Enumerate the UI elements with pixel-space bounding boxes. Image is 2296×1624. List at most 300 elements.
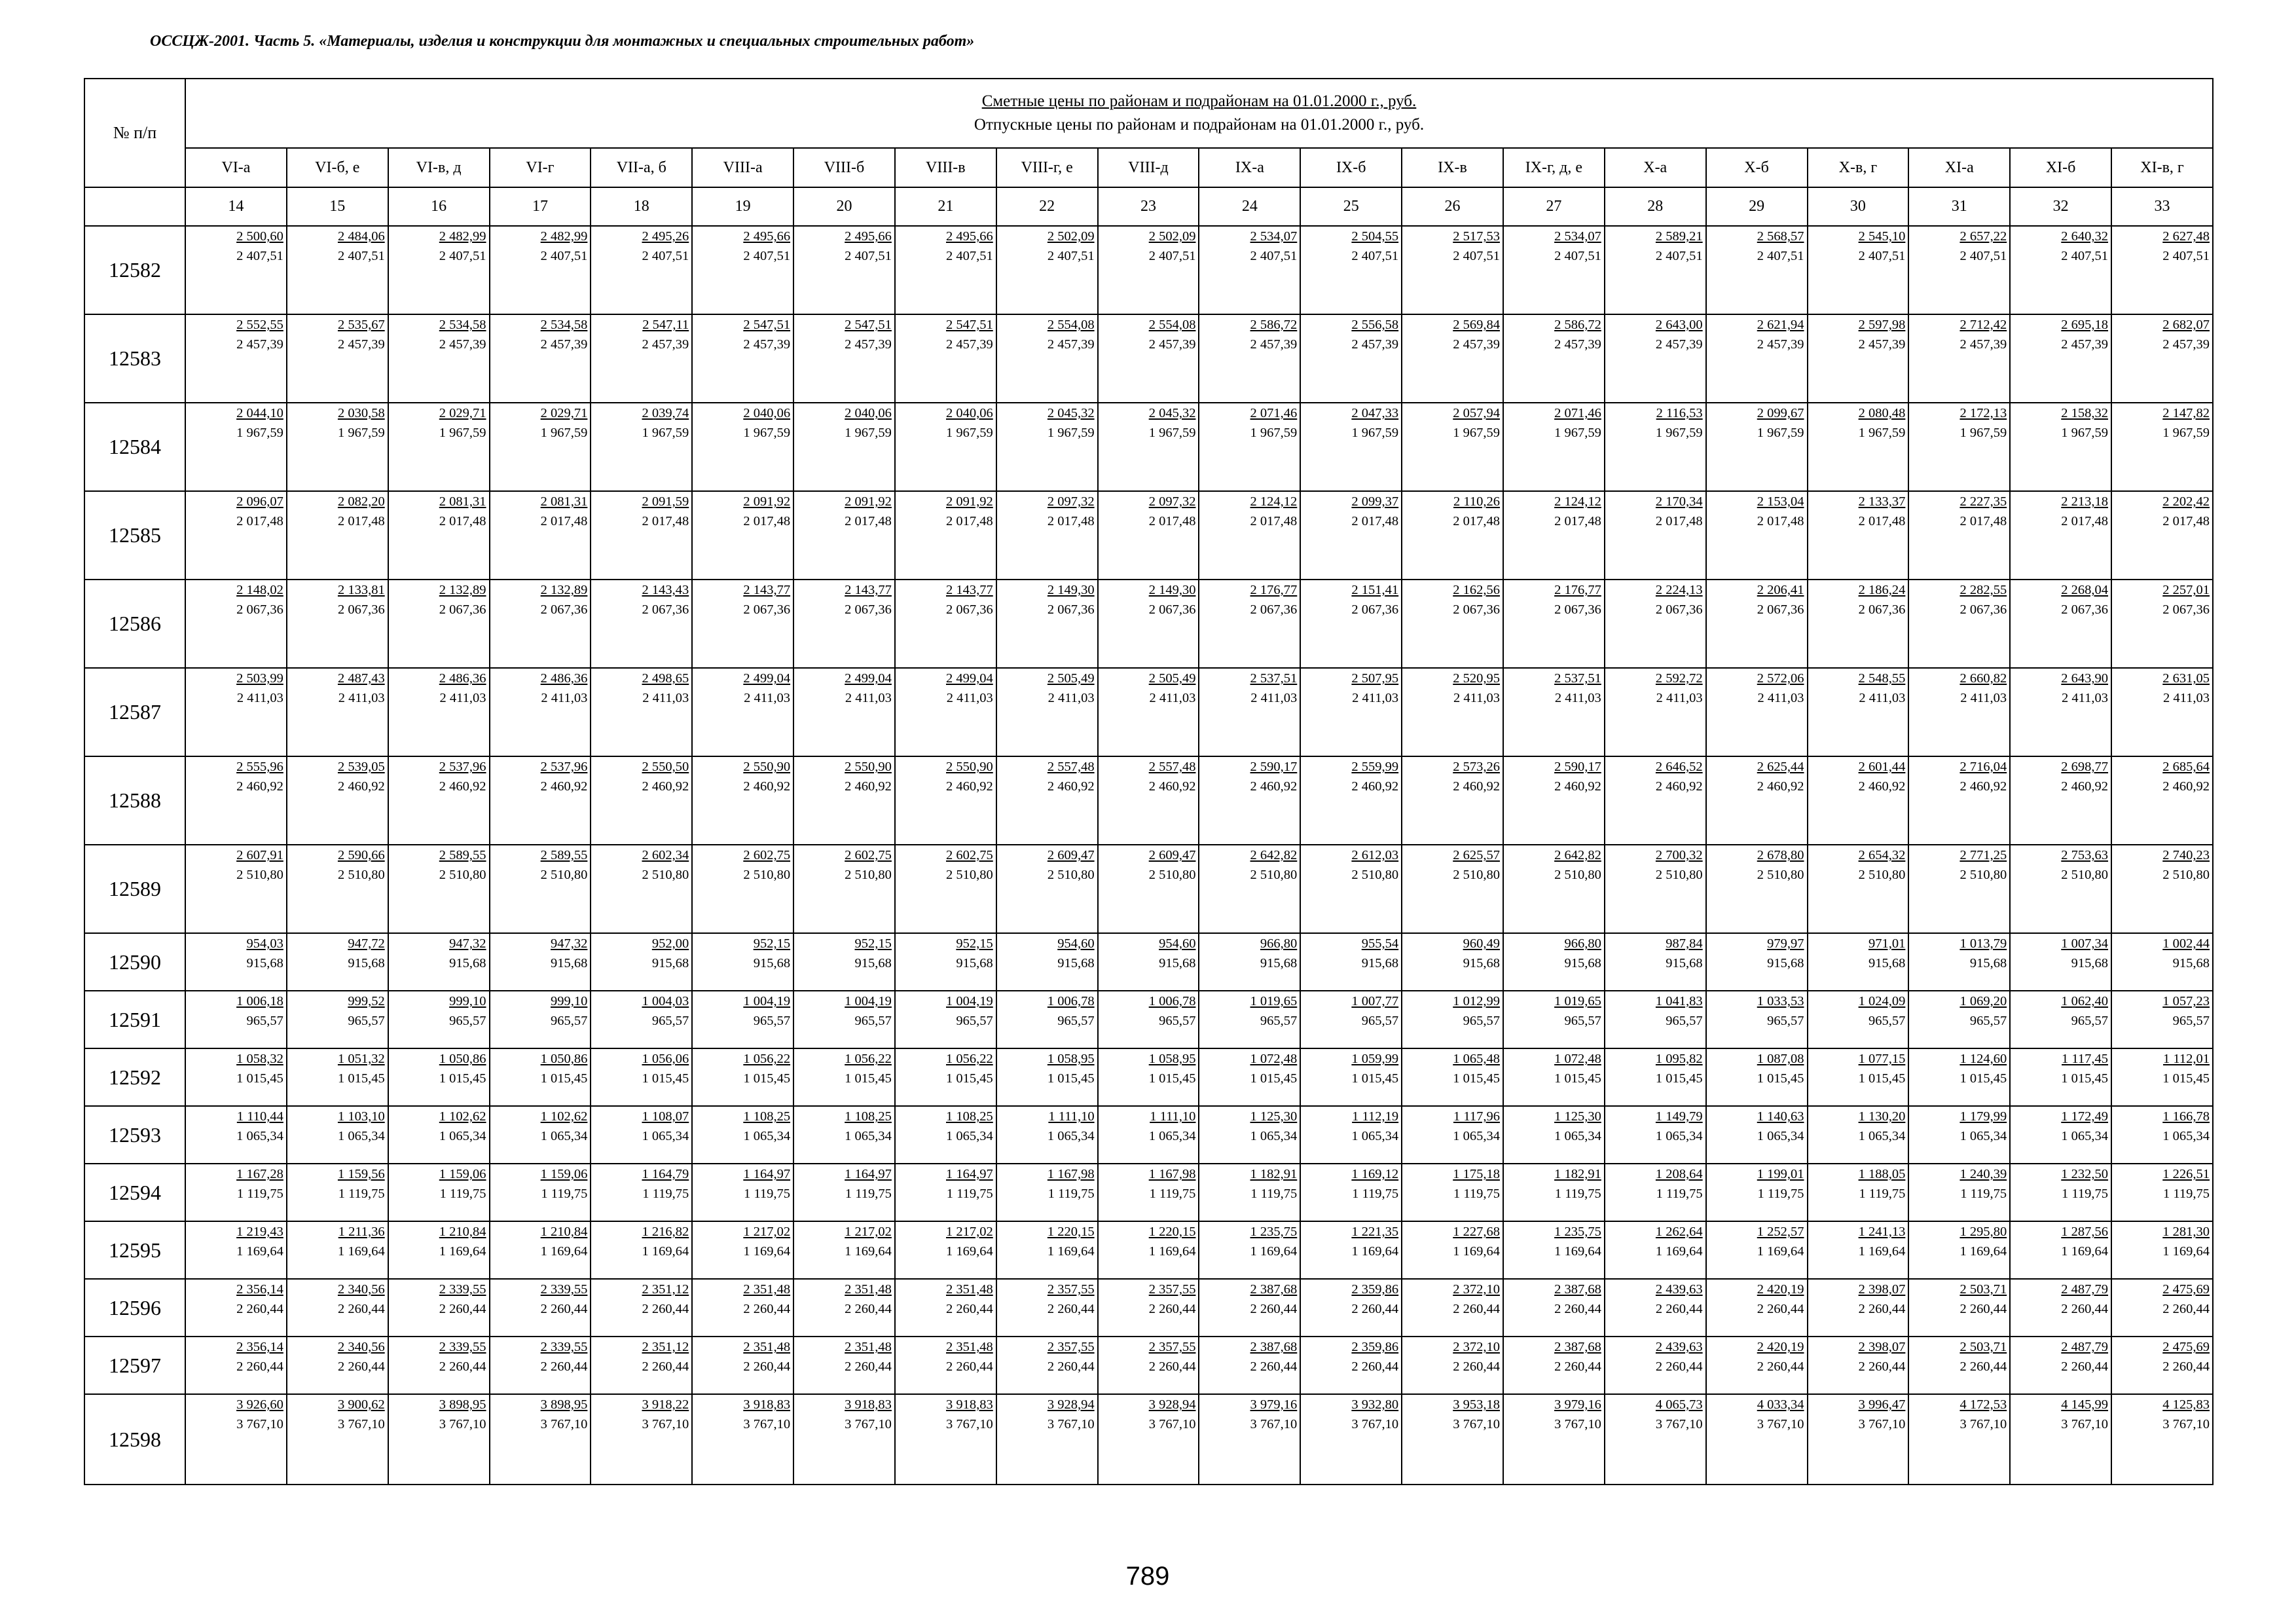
region-header: X-б	[1706, 148, 1808, 187]
price-cell	[490, 226, 591, 314]
release-price: 1 119,75	[1960, 1187, 2007, 1201]
release-price: 1 169,64	[1757, 1244, 1804, 1259]
price-cell	[1605, 756, 1706, 845]
estimate-price: 2 439,63	[1655, 1340, 1703, 1354]
row-number: 12588	[84, 756, 185, 845]
estimate-price: 2 040,06	[845, 406, 892, 420]
release-price: 1 065,34	[1757, 1129, 1804, 1143]
release-price: 2 260,44	[1554, 1359, 1601, 1374]
region-header-row	[84, 148, 2213, 187]
release-price: 2 457,39	[1148, 337, 1196, 352]
estimate-price: 3 898,95	[540, 1397, 588, 1412]
column-number-blank	[84, 187, 185, 226]
price-cell	[692, 1164, 793, 1221]
price-cell	[388, 991, 490, 1048]
price-cell	[1503, 1279, 1605, 1337]
price-cell	[490, 403, 591, 491]
release-price: 3 767,10	[337, 1417, 385, 1431]
price-cell	[1300, 1221, 1402, 1279]
price-cell	[1908, 1048, 2010, 1106]
estimate-price: 2 487,79	[2061, 1282, 2109, 1297]
estimate-price: 1 095,82	[1655, 1052, 1703, 1066]
column-number: 20	[793, 187, 895, 226]
price-cell	[1098, 314, 1199, 403]
price-cell	[996, 1221, 1098, 1279]
estimate-price: 2 487,79	[2061, 1340, 2109, 1354]
price-cell	[388, 1106, 490, 1164]
release-price: 2 510,80	[1148, 868, 1196, 882]
price-cell	[793, 314, 895, 403]
estimate-price: 2 547,51	[946, 318, 993, 332]
price-cell	[1908, 1164, 2010, 1221]
estimate-price: 2 482,99	[439, 229, 486, 244]
estimate-price: 2 771,25	[1959, 848, 2007, 862]
estimate-price: 2 499,04	[946, 671, 993, 686]
estimate-price: 2 387,68	[1250, 1340, 1298, 1354]
price-cell	[388, 1164, 490, 1221]
estimate-price: 1 232,50	[2061, 1167, 2109, 1181]
price-cell	[1098, 1394, 1199, 1485]
release-price: 2 510,80	[1858, 868, 1906, 882]
release-price: 2 017,48	[439, 514, 486, 528]
release-price: 915,68	[1868, 956, 1906, 970]
price-cell	[692, 226, 793, 314]
estimate-price: 1 217,02	[946, 1225, 993, 1239]
price-cell	[591, 314, 692, 403]
region-header: VI-б, е	[287, 148, 388, 187]
release-price: 915,68	[1159, 956, 1196, 970]
column-number: 16	[388, 187, 490, 226]
release-price: 2 460,92	[236, 779, 283, 794]
price-cell	[1402, 1106, 1503, 1164]
price-cell	[2111, 991, 2213, 1048]
price-cell	[1098, 756, 1199, 845]
estimate-price: 2 534,58	[439, 318, 486, 332]
estimate-price: 954,03	[246, 936, 283, 951]
price-cell	[2010, 1337, 2111, 1394]
estimate-price: 2 091,92	[946, 494, 993, 509]
estimate-price: 1 033,53	[1757, 994, 1804, 1008]
release-price: 965,57	[854, 1014, 892, 1028]
price-cell	[591, 403, 692, 491]
estimate-price: 1 281,30	[2162, 1225, 2210, 1239]
price-cell	[490, 845, 591, 933]
release-price: 915,68	[854, 956, 892, 970]
release-price: 2 510,80	[642, 868, 689, 882]
release-price: 2 460,92	[2061, 779, 2109, 794]
estimate-price: 955,54	[1361, 936, 1399, 951]
release-price: 2 411,03	[541, 691, 588, 705]
region-header: VIII-д	[1098, 148, 1199, 187]
price-cell	[1199, 1279, 1300, 1337]
estimate-price: 2 486,36	[540, 671, 588, 686]
release-price: 2 067,36	[1959, 602, 2007, 617]
price-cell	[1706, 1221, 1808, 1279]
price-cell	[2010, 403, 2111, 491]
estimate-price: 1 240,39	[1959, 1167, 2007, 1181]
price-cell	[2111, 1164, 2213, 1221]
price-cell	[793, 1221, 895, 1279]
price-cell	[692, 1394, 793, 1485]
estimate-price: 1 111,10	[1048, 1109, 1095, 1124]
estimate-price: 2 153,04	[1757, 494, 1804, 509]
release-price: 2 017,48	[946, 514, 993, 528]
price-cell	[1199, 845, 1300, 933]
release-price: 2 457,39	[642, 337, 689, 352]
release-price: 2 460,92	[1959, 779, 2007, 794]
estimate-price: 2 537,51	[1250, 671, 1298, 686]
row-number: 12589	[84, 845, 185, 933]
release-price: 2 457,39	[1858, 337, 1906, 352]
estimate-price: 2 700,32	[1655, 848, 1703, 862]
price-cell	[692, 845, 793, 933]
release-price: 1 967,59	[642, 426, 689, 440]
release-price: 2 457,39	[1351, 337, 1399, 352]
price-cell	[2111, 845, 2213, 933]
release-price: 2 260,44	[1959, 1302, 2007, 1316]
release-price: 915,68	[753, 956, 791, 970]
row-number: 12582	[84, 226, 185, 314]
release-price: 1 015,45	[1351, 1071, 1399, 1086]
estimate-price: 2 660,82	[1959, 671, 2007, 686]
estimate-price: 3 918,22	[642, 1397, 689, 1412]
estimate-price: 1 007,77	[1351, 994, 1399, 1008]
estimate-price: 1 167,28	[236, 1167, 283, 1181]
estimate-price: 2 143,77	[743, 583, 791, 597]
estimate-price: 1 050,86	[439, 1052, 486, 1066]
price-cell	[1300, 314, 1402, 403]
estimate-price: 1 110,44	[236, 1109, 283, 1124]
release-price: 2 017,48	[1554, 514, 1601, 528]
release-price: 2 260,44	[2061, 1302, 2109, 1316]
estimate-price: 1 235,75	[1250, 1225, 1298, 1239]
estimate-price: 2 227,35	[1959, 494, 2007, 509]
price-cell	[1300, 991, 1402, 1048]
estimate-price: 1 175,18	[1453, 1167, 1500, 1181]
release-price: 1 169,64	[1858, 1244, 1906, 1259]
estimate-price: 2 559,99	[1351, 760, 1399, 774]
estimate-price: 2 597,98	[1858, 318, 1906, 332]
column-number: 21	[895, 187, 996, 226]
estimate-price: 947,32	[449, 936, 486, 951]
estimate-price: 1 210,84	[540, 1225, 588, 1239]
release-price: 2 017,48	[1655, 514, 1703, 528]
price-cell	[996, 1394, 1098, 1485]
release-price: 2 260,44	[337, 1359, 385, 1374]
release-price: 1 169,64	[1047, 1244, 1095, 1259]
price-cell	[490, 1106, 591, 1164]
estimate-price: 1 065,48	[1453, 1052, 1500, 1066]
estimate-price: 2 143,77	[946, 583, 993, 597]
estimate-price: 2 547,51	[845, 318, 892, 332]
estimate-price: 2 387,68	[1250, 1282, 1298, 1297]
price-cell	[1503, 1106, 1605, 1164]
estimate-price: 2 475,69	[2162, 1340, 2210, 1354]
release-price: 1 169,64	[1148, 1244, 1196, 1259]
release-price: 2 407,51	[642, 249, 689, 263]
estimate-price: 1 041,83	[1655, 994, 1703, 1008]
price-cell	[185, 1048, 287, 1106]
price-cell	[185, 1337, 287, 1394]
price-cell	[1402, 991, 1503, 1048]
price-cell	[692, 991, 793, 1048]
release-price: 2 067,36	[946, 602, 993, 617]
estimate-price: 1 058,32	[236, 1052, 283, 1066]
release-price: 1 015,45	[743, 1071, 791, 1086]
release-price: 2 460,92	[2162, 779, 2210, 794]
release-price: 1 119,75	[338, 1187, 385, 1201]
price-cell	[1199, 491, 1300, 580]
release-price: 965,57	[551, 1014, 588, 1028]
price-cell	[185, 403, 287, 491]
price-cell	[1098, 403, 1199, 491]
estimate-price: 2 550,90	[845, 760, 892, 774]
price-cell	[2010, 1279, 2111, 1337]
release-price: 2 411,03	[1048, 691, 1095, 705]
column-number: 33	[2111, 187, 2213, 226]
price-cell	[490, 668, 591, 756]
row-number: 12591	[84, 991, 185, 1048]
estimate-price: 1 217,02	[743, 1225, 791, 1239]
estimate-price: 1 241,13	[1858, 1225, 1906, 1239]
release-price: 1 967,59	[1047, 426, 1095, 440]
estimate-price: 4 033,34	[1757, 1397, 1804, 1412]
price-cell	[2111, 668, 2213, 756]
estimate-price: 1 056,22	[946, 1052, 993, 1066]
release-price: 2 260,44	[1858, 1302, 1906, 1316]
price-cell	[591, 1337, 692, 1394]
row-number: 12598	[84, 1394, 185, 1485]
release-price: 1 015,45	[236, 1071, 283, 1086]
price-cell	[591, 1394, 692, 1485]
price-cell	[1300, 1394, 1402, 1485]
estimate-price: 2 507,95	[1351, 671, 1399, 686]
price-cell	[2010, 1164, 2111, 1221]
price-cell	[996, 1164, 1098, 1221]
price-cell	[287, 991, 388, 1048]
price-cell	[1908, 991, 2010, 1048]
release-price: 1 015,45	[1047, 1071, 1095, 1086]
price-cell	[1098, 1279, 1199, 1337]
release-price: 965,57	[1361, 1014, 1399, 1028]
estimate-price: 2 695,18	[2061, 318, 2109, 332]
price-cell	[2111, 491, 2213, 580]
price-cell	[793, 226, 895, 314]
release-price: 2 411,03	[1250, 691, 1298, 705]
estimate-price: 2 357,55	[1148, 1282, 1196, 1297]
estimate-price: 2 357,55	[1148, 1340, 1196, 1354]
release-price: 2 457,39	[1959, 337, 2007, 352]
release-price: 2 457,39	[1250, 337, 1298, 352]
release-price: 1 015,45	[1148, 1071, 1196, 1086]
estimate-price: 2 678,80	[1757, 848, 1804, 862]
estimate-price: 2 517,53	[1453, 229, 1500, 244]
price-cell	[793, 756, 895, 845]
estimate-price: 2 359,86	[1351, 1340, 1399, 1354]
estimate-price: 2 602,75	[743, 848, 791, 862]
release-price: 2 407,51	[236, 249, 283, 263]
estimate-price: 3 928,94	[1148, 1397, 1196, 1412]
release-price: 2 260,44	[1655, 1359, 1703, 1374]
estimate-price: 2 186,24	[1858, 583, 1906, 597]
estimate-price: 1 058,95	[1047, 1052, 1095, 1066]
estimate-price: 1 117,96	[1453, 1109, 1500, 1124]
release-price: 2 067,36	[642, 602, 689, 617]
estimate-price: 2 642,82	[1250, 848, 1298, 862]
estimate-price: 2 482,99	[540, 229, 588, 244]
estimate-price: 1 149,79	[1655, 1109, 1703, 1124]
release-price: 2 411,03	[1757, 691, 1804, 705]
release-price: 2 260,44	[845, 1359, 892, 1374]
estimate-price: 1 210,84	[439, 1225, 486, 1239]
price-cell	[1808, 1394, 1909, 1485]
price-cell	[1199, 933, 1300, 991]
row-number: 12594	[84, 1164, 185, 1221]
column-number: 14	[185, 187, 287, 226]
release-price: 1 967,59	[1655, 426, 1703, 440]
release-price: 2 017,48	[1148, 514, 1196, 528]
estimate-price: 2 097,32	[1148, 494, 1196, 509]
release-price: 2 260,44	[642, 1302, 689, 1316]
release-price: 1 065,34	[1858, 1129, 1906, 1143]
table-row	[84, 580, 2213, 668]
price-cell	[1300, 668, 1402, 756]
release-price: 2 017,48	[540, 514, 588, 528]
price-cell	[490, 933, 591, 991]
price-cell	[1300, 756, 1402, 845]
price-cell	[1605, 1106, 1706, 1164]
estimate-price: 2 642,82	[1554, 848, 1601, 862]
estimate-price: 2 573,26	[1453, 760, 1500, 774]
estimate-price: 1 058,95	[1148, 1052, 1196, 1066]
release-price: 2 260,44	[743, 1302, 791, 1316]
column-number: 30	[1808, 187, 1909, 226]
estimate-price: 966,80	[1564, 936, 1601, 951]
release-price: 965,57	[1463, 1014, 1500, 1028]
estimate-price: 947,72	[348, 936, 385, 951]
region-header: XI-а	[1908, 148, 2010, 187]
region-header: XI-в, г	[2111, 148, 2213, 187]
estimate-price: 2 091,59	[642, 494, 689, 509]
price-cell	[2111, 580, 2213, 668]
estimate-price: 3 918,83	[845, 1397, 892, 1412]
release-price: 2 457,39	[1655, 337, 1703, 352]
release-price: 2 411,03	[1352, 691, 1399, 705]
release-price: 915,68	[651, 956, 689, 970]
release-price: 3 767,10	[1757, 1417, 1804, 1431]
price-cell	[2111, 1221, 2213, 1279]
release-price: 1 967,59	[2061, 426, 2109, 440]
estimate-price: 3 926,60	[236, 1397, 283, 1412]
estimate-price: 2 753,63	[2061, 848, 2109, 862]
column-number: 27	[1503, 187, 1605, 226]
release-price: 1 119,75	[1859, 1187, 1906, 1201]
price-cell	[2010, 580, 2111, 668]
release-price: 2 411,03	[1859, 691, 1906, 705]
estimate-price: 1 226,51	[2162, 1167, 2210, 1181]
price-cell	[185, 1164, 287, 1221]
release-price: 1 015,45	[642, 1071, 689, 1086]
release-price: 2 457,39	[1047, 337, 1095, 352]
release-price: 2 510,80	[1250, 868, 1298, 882]
estimate-price: 1 004,03	[642, 994, 689, 1008]
price-cell	[1098, 491, 1199, 580]
release-price: 2 260,44	[236, 1302, 283, 1316]
estimate-price: 2 547,11	[642, 318, 689, 332]
price-cell	[692, 933, 793, 991]
estimate-price: 1 164,97	[743, 1167, 791, 1181]
release-price: 3 767,10	[642, 1417, 689, 1431]
estimate-price: 2 503,71	[1959, 1340, 2007, 1354]
release-price: 1 015,45	[845, 1071, 892, 1086]
release-price: 1 015,45	[337, 1071, 385, 1086]
release-price: 1 015,45	[540, 1071, 588, 1086]
release-price: 2 260,44	[337, 1302, 385, 1316]
release-price: 3 767,10	[1858, 1417, 1906, 1431]
price-cell	[895, 668, 996, 756]
price-cell	[490, 314, 591, 403]
release-price: 915,68	[1564, 956, 1601, 970]
price-cell	[996, 1048, 1098, 1106]
price-cell	[996, 1337, 1098, 1394]
price-cell	[185, 991, 287, 1048]
price-cell	[996, 756, 1098, 845]
release-price: 2 260,44	[236, 1359, 283, 1374]
estimate-price: 1 050,86	[540, 1052, 588, 1066]
estimate-price: 1 159,06	[439, 1167, 486, 1181]
release-price: 2 411,03	[845, 691, 892, 705]
price-cell	[996, 1106, 1098, 1164]
price-cell	[1300, 1279, 1402, 1337]
release-price: 1 169,64	[1959, 1244, 2007, 1259]
estimate-price: 2 096,07	[236, 494, 283, 509]
price-cell	[1908, 314, 2010, 403]
row-number: 12597	[84, 1337, 185, 1394]
price-cell	[1808, 580, 1909, 668]
price-cell	[490, 991, 591, 1048]
release-price: 2 260,44	[1351, 1359, 1399, 1374]
price-cell	[1098, 1164, 1199, 1221]
release-price: 3 767,10	[2061, 1417, 2109, 1431]
release-price: 1 169,64	[946, 1244, 993, 1259]
estimate-price: 2 030,58	[337, 406, 385, 420]
price-group-header	[185, 79, 2213, 148]
price-cell	[895, 991, 996, 1048]
estimate-price: 1 012,99	[1453, 994, 1500, 1008]
release-price: 2 510,80	[337, 868, 385, 882]
estimate-price: 2 712,42	[1959, 318, 2007, 332]
price-cell	[2111, 1106, 2213, 1164]
price-cell	[1402, 1394, 1503, 1485]
estimate-price: 2 351,48	[845, 1340, 892, 1354]
price-cell	[1908, 491, 2010, 580]
price-cell	[1808, 991, 1909, 1048]
price-cell	[1808, 491, 1909, 580]
estimate-price: 2 502,09	[1148, 229, 1196, 244]
release-price: 2 260,44	[1554, 1302, 1601, 1316]
price-cell	[1808, 226, 1909, 314]
release-price: 2 460,92	[1858, 779, 1906, 794]
price-cell	[1503, 226, 1605, 314]
table-row	[84, 314, 2213, 403]
release-price: 1 065,34	[1250, 1129, 1298, 1143]
estimate-price: 4 065,73	[1655, 1397, 1703, 1412]
estimate-price: 2 351,48	[743, 1282, 791, 1297]
release-price: 2 260,44	[1453, 1302, 1500, 1316]
price-cell	[287, 1221, 388, 1279]
price-cell	[1300, 1337, 1402, 1394]
estimate-price: 2 133,81	[337, 583, 385, 597]
